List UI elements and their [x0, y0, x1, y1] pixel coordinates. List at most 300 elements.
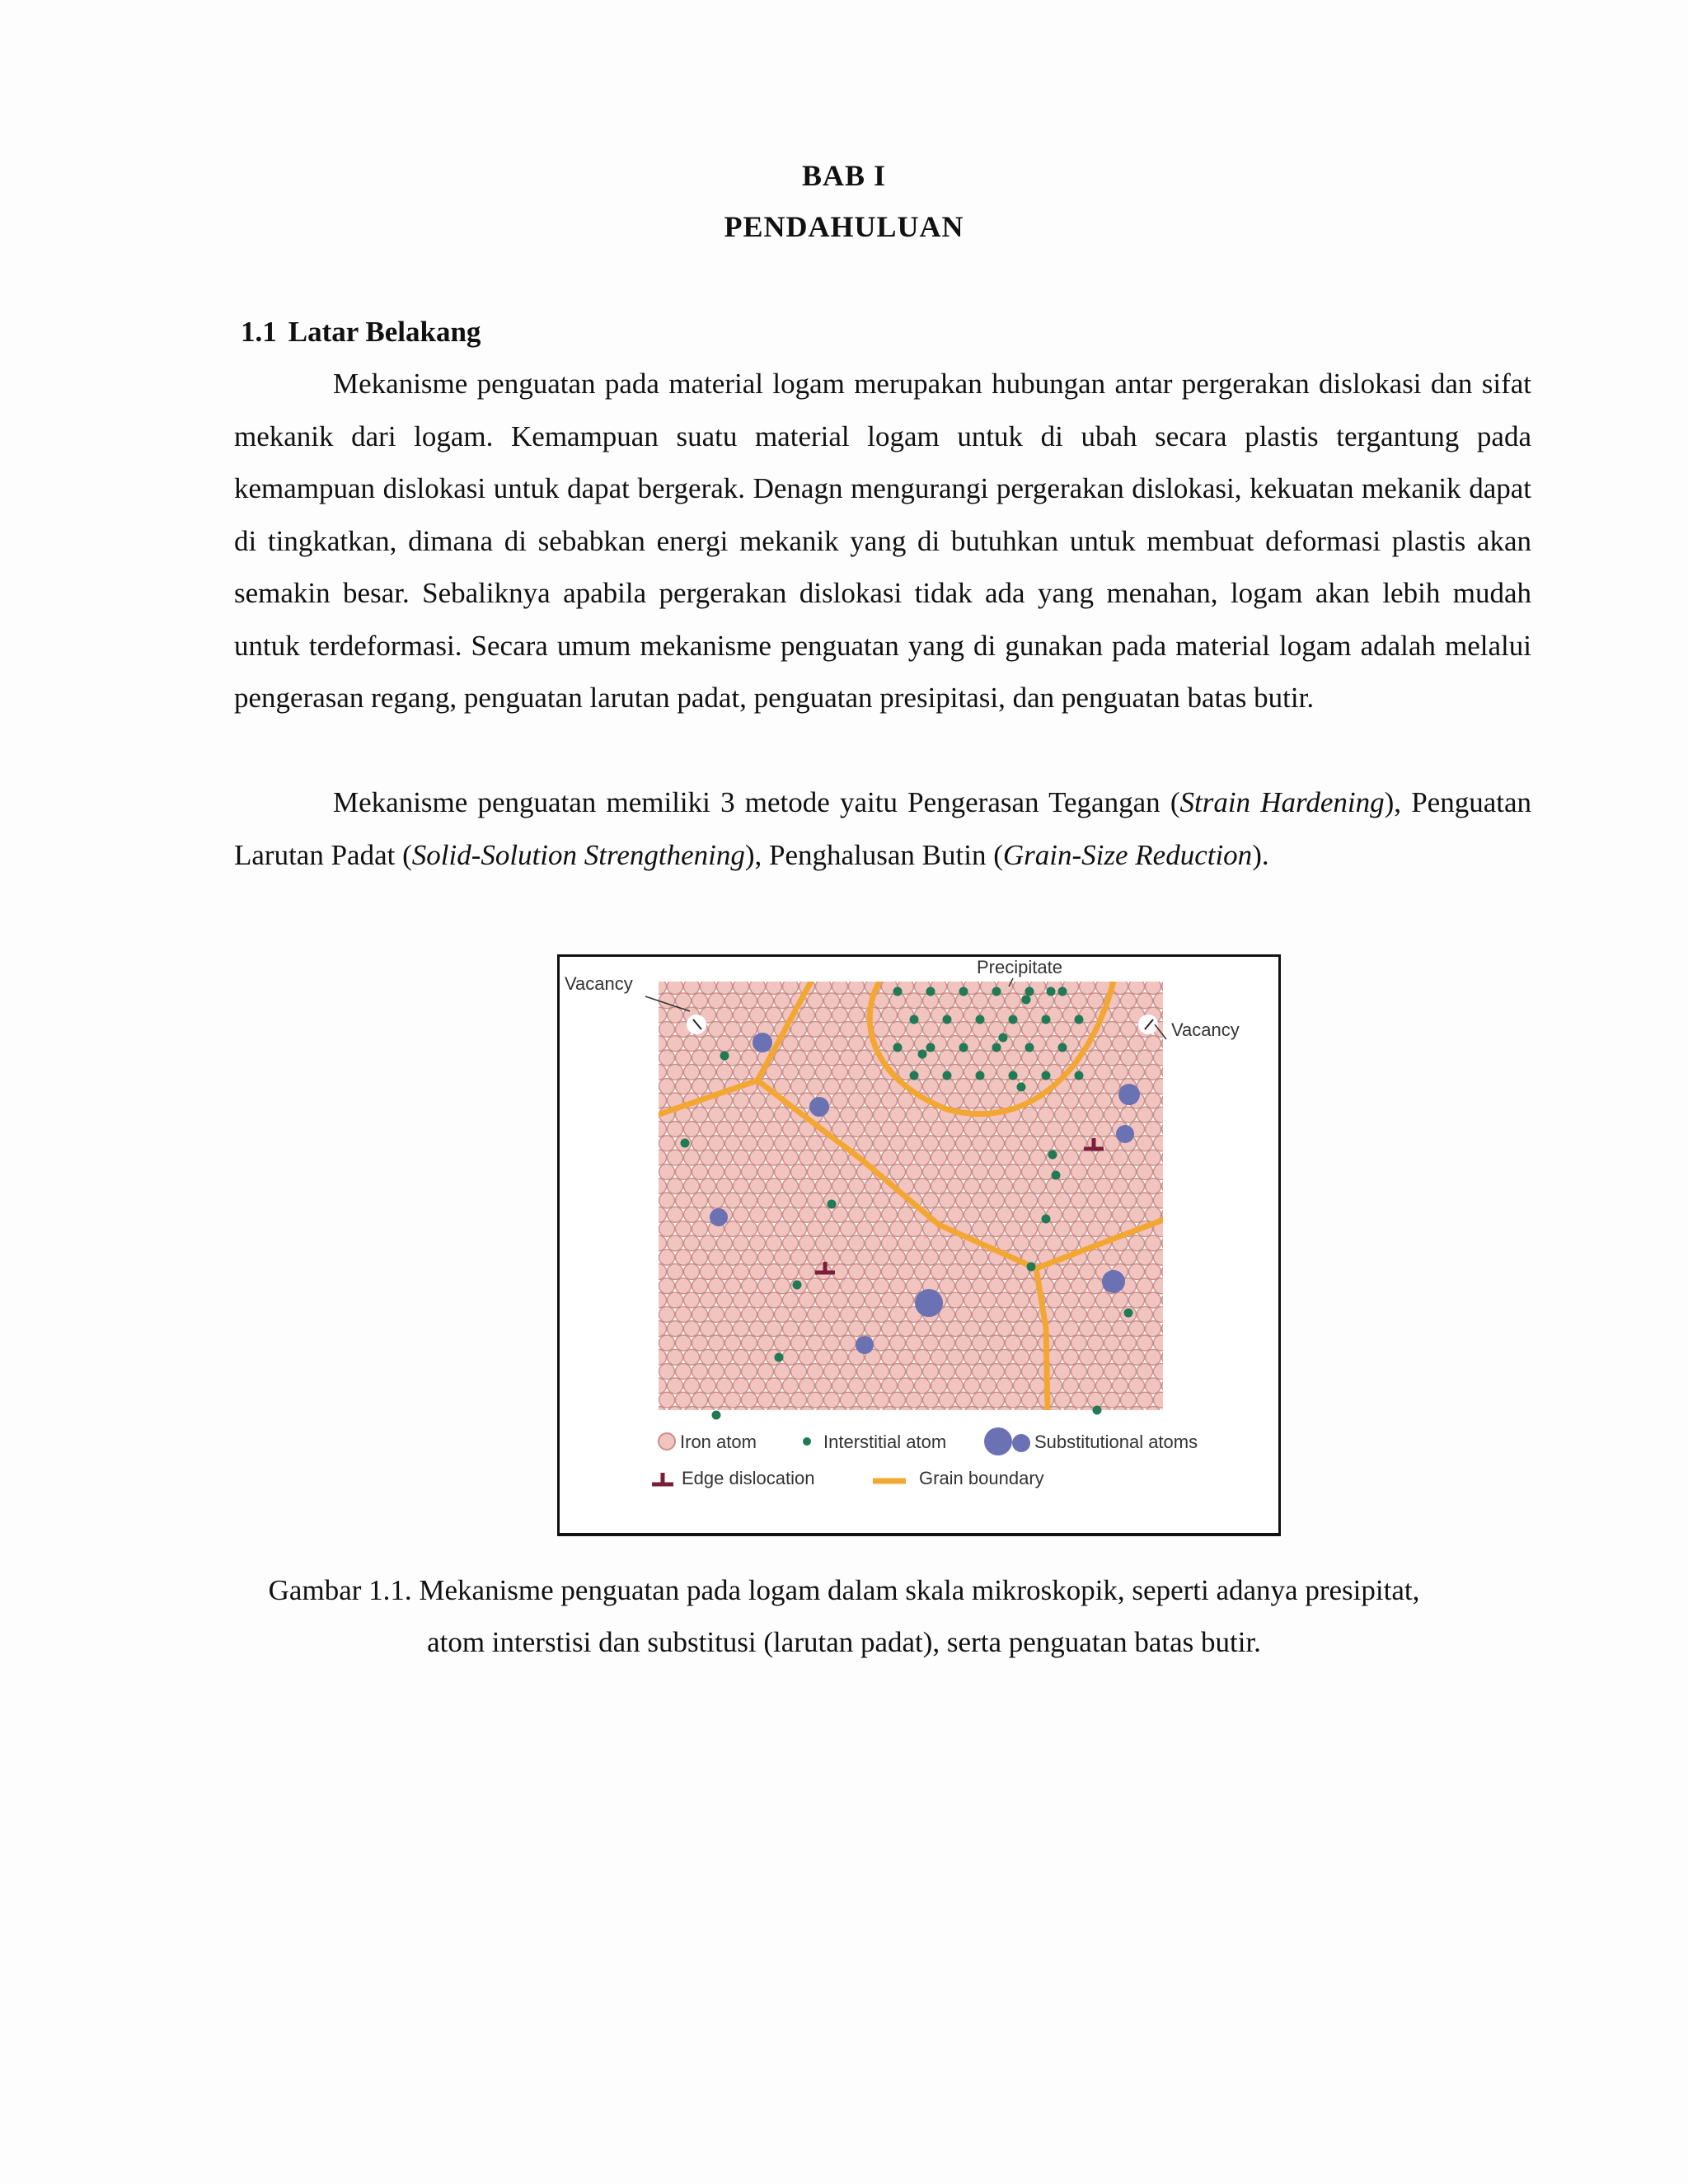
iron-atom — [1055, 1392, 1071, 1408]
iron-atom — [816, 1179, 832, 1194]
iron-atom — [1006, 1306, 1021, 1322]
iron-atom — [775, 1136, 790, 1151]
iron-atom — [956, 1306, 972, 1322]
iron-atom — [750, 1378, 766, 1394]
iron-atom — [1022, 1306, 1038, 1322]
iron-atom — [659, 1249, 675, 1265]
iron-atom — [832, 1179, 848, 1194]
iron-atom — [832, 979, 848, 995]
iron-atom — [956, 1249, 972, 1265]
iron-atom — [940, 1164, 955, 1179]
iron-atom — [684, 1292, 700, 1308]
iron-atom — [808, 1278, 823, 1294]
iron-atom — [1113, 1036, 1128, 1052]
iron-atom — [783, 1264, 799, 1280]
iron-atom — [668, 1064, 683, 1080]
iron-atom — [758, 1107, 774, 1122]
iron-atom — [799, 1349, 815, 1365]
iron-atom — [742, 1193, 757, 1208]
iron-atom — [923, 1136, 939, 1151]
interstitial-atom — [1042, 1215, 1051, 1224]
iron-atom — [1162, 1264, 1178, 1280]
iron-atom — [1096, 1122, 1112, 1137]
iron-atom — [841, 1107, 856, 1122]
iron-atom — [1063, 1179, 1079, 1194]
iron-atom — [1006, 1221, 1021, 1237]
substitutional-atom — [1118, 1084, 1140, 1105]
iron-atom — [1055, 1335, 1071, 1351]
iron-atom — [799, 1150, 815, 1165]
iron-atom — [701, 979, 716, 995]
iron-atom — [651, 979, 667, 995]
iron-atom — [1129, 1264, 1145, 1280]
iron-atom — [865, 1321, 881, 1337]
term-solid-solution: Solid-Solution Strengthening — [411, 838, 745, 871]
iron-atom — [849, 1264, 865, 1280]
iron-atom — [651, 1264, 667, 1280]
iron-atom — [734, 1321, 749, 1337]
iron-atom — [907, 1335, 922, 1351]
iron-atom — [791, 1364, 807, 1380]
iron-atom — [659, 1193, 675, 1208]
iron-atom — [1137, 1278, 1153, 1294]
iron-atom — [1080, 1407, 1095, 1422]
iron-atom — [832, 1007, 848, 1023]
iron-atom — [750, 1150, 766, 1165]
iron-atom — [684, 979, 700, 995]
iron-atom — [1071, 1079, 1087, 1094]
interstitial-atom — [1027, 1263, 1036, 1272]
iron-atom — [676, 1364, 692, 1380]
iron-atom — [989, 1050, 1005, 1066]
iron-atom — [775, 1306, 790, 1322]
iron-atom — [1080, 1122, 1095, 1137]
iron-atom — [791, 1164, 807, 1179]
iron-atom — [1071, 1164, 1087, 1179]
iron-atom — [775, 1278, 790, 1294]
iron-atom — [742, 1107, 757, 1122]
iron-atom — [923, 1107, 939, 1122]
iron-atom — [841, 1221, 856, 1237]
iron-atom — [832, 1207, 848, 1222]
iron-atom — [758, 1249, 774, 1265]
iron-atom — [841, 1193, 856, 1208]
iron-atom — [783, 1292, 799, 1308]
iron-atom — [1162, 1179, 1178, 1194]
iron-atom — [832, 1321, 848, 1337]
interstitial-atom — [1022, 996, 1031, 1005]
iron-atom — [668, 1235, 683, 1251]
chapter-label: BAB I — [801, 159, 887, 192]
iron-atom — [676, 993, 692, 1009]
paragraph-1: Mekanisme penguatan pada material logam merupakan hubungan antar pergerakan dislokasi dan sifat mekanik dari logam. Kemampuan suatu material logam untuk di ubah secara plastis tergantung pada kemampuan dislokasi untuk dapat bergerak. Denagn mengurangi pergerakan dislokasi, kekuatan mekanik dapat di tingkatkan, dimana di sebabkan energi mekanik yang di butuhkan untuk membuat deformasi plastis akan semakin besar. Sebaliknya apabila pergerakan dislokasi tidak ada yang menahan, logam akan lebih mudah untuk terdeformasi. Secara umum mekanisme penguatan yang di gunakan pada material logam adalah melalui pengerasan regang, penguatan larutan padat, penguatan presipitasi, dan penguatan batas butir. — [234, 368, 1531, 714]
iron-atom — [931, 1235, 947, 1251]
iron-atom — [1154, 1249, 1170, 1265]
iron-atom — [758, 1193, 774, 1208]
iron-atom — [1055, 1136, 1071, 1151]
iron-atom — [989, 1221, 1005, 1237]
iron-atom — [1121, 1193, 1137, 1208]
iron-atom — [816, 1207, 832, 1222]
iron-atom — [882, 1321, 898, 1337]
iron-atom — [1162, 1407, 1178, 1422]
iron-atom — [874, 1278, 889, 1294]
interstitial-atom — [1058, 987, 1067, 996]
iron-atom — [923, 1193, 939, 1208]
iron-atom — [816, 1292, 832, 1308]
iron-atom — [668, 1407, 683, 1422]
iron-atom — [791, 1392, 807, 1408]
iron-atom — [849, 1407, 865, 1422]
iron-atom — [923, 1079, 939, 1094]
iron-atom — [1096, 1321, 1112, 1337]
interstitial-atom — [793, 1281, 802, 1290]
iron-atom — [808, 1050, 823, 1066]
iron-atom — [981, 1122, 996, 1137]
figure-caption-line-1: Gambar 1.1. Mekanisme penguatan pada logam dalam skala mikroskopik, seperti adanya presipitat, — [268, 1574, 1420, 1606]
iron-atom — [964, 1378, 980, 1394]
iron-atom — [1137, 1050, 1153, 1066]
iron-atom — [1022, 1392, 1038, 1408]
iron-atom — [1063, 1235, 1079, 1251]
iron-atom — [907, 1392, 922, 1408]
iron-atom — [964, 1093, 980, 1108]
iron-atom — [725, 1335, 741, 1351]
iron-atom — [874, 1021, 889, 1037]
iron-atom — [767, 1292, 782, 1308]
iron-atom — [1129, 1349, 1145, 1365]
iron-atom — [1113, 1349, 1128, 1365]
iron-atom — [701, 1264, 716, 1280]
iron-atom — [1137, 1335, 1153, 1351]
iron-atom — [799, 1007, 815, 1023]
iron-atom — [1129, 1235, 1145, 1251]
iron-atom — [767, 1007, 782, 1023]
iron-atom — [701, 1122, 716, 1137]
legend-interstitial-icon — [803, 1437, 811, 1446]
iron-atom — [1088, 1221, 1104, 1237]
iron-atom — [940, 1249, 955, 1265]
iron-atom — [750, 1093, 766, 1108]
iron-atom — [865, 1264, 881, 1280]
iron-atom — [668, 1264, 683, 1280]
iron-atom — [651, 1007, 667, 1023]
iron-atom — [1154, 1392, 1170, 1408]
iron-atom — [701, 1378, 716, 1394]
iron-atom — [1014, 1235, 1029, 1251]
interstitial-atom — [893, 987, 903, 996]
iron-atom — [849, 1179, 865, 1194]
iron-atom — [1162, 1207, 1178, 1222]
iron-atom — [783, 1179, 799, 1194]
iron-atom — [915, 1179, 931, 1194]
iron-atom — [1006, 1193, 1021, 1208]
iron-atom — [684, 1064, 700, 1080]
iron-atom — [742, 1050, 757, 1066]
iron-atom — [973, 1221, 988, 1237]
iron-atom — [758, 1164, 774, 1179]
iron-atom — [841, 1079, 856, 1094]
iron-atom — [668, 1007, 683, 1023]
iron-atom — [816, 1321, 832, 1337]
iron-atom — [775, 1392, 790, 1408]
interstitial-atom — [926, 1043, 935, 1052]
iron-atom — [890, 1221, 906, 1237]
iron-atom — [1030, 1150, 1046, 1165]
iron-atom — [709, 1164, 724, 1179]
iron-atom — [1055, 1050, 1071, 1066]
iron-atom — [742, 1392, 757, 1408]
iron-atom — [857, 1249, 873, 1265]
iron-atom — [1146, 1264, 1161, 1280]
iron-atom — [841, 1364, 856, 1380]
interstitial-atom — [775, 1353, 784, 1362]
iron-atom — [668, 1292, 683, 1308]
interstitial-atom — [976, 1015, 985, 1024]
iron-atom — [997, 1235, 1013, 1251]
iron-atom — [1030, 1235, 1046, 1251]
iron-atom — [1080, 1093, 1095, 1108]
iron-atom — [824, 1079, 840, 1094]
iron-atom — [1096, 1292, 1112, 1308]
iron-atom — [750, 1122, 766, 1137]
iron-atom — [997, 1321, 1013, 1337]
iron-atom — [981, 1292, 996, 1308]
iron-atom — [742, 1164, 757, 1179]
iron-atom — [1071, 1193, 1087, 1208]
iron-atom — [676, 1249, 692, 1265]
iron-atom — [824, 993, 840, 1009]
iron-atom — [931, 1407, 947, 1422]
iron-atom — [1146, 1179, 1161, 1194]
legend-edge-dislocation-label: Edge dislocation — [682, 1468, 815, 1488]
figure-frame — [557, 954, 1281, 1536]
iron-atom — [808, 1164, 823, 1179]
iron-atom — [816, 1007, 832, 1023]
iron-atom — [725, 1221, 741, 1237]
iron-atom — [1088, 1050, 1104, 1066]
iron-atom — [1146, 1235, 1161, 1251]
iron-atom — [874, 1392, 889, 1408]
iron-atom — [1121, 1364, 1137, 1380]
iron-atom — [931, 1378, 947, 1394]
iron-atom — [890, 1249, 906, 1265]
iron-atom — [659, 1335, 675, 1351]
iron-atom — [898, 1407, 914, 1422]
iron-atom — [1080, 1179, 1095, 1194]
iron-atom — [742, 1335, 757, 1351]
iron-atom — [1162, 1235, 1178, 1251]
iron-atom — [973, 1392, 988, 1408]
iron-atom — [775, 1164, 790, 1179]
iron-atom — [832, 1064, 848, 1080]
iron-atom — [709, 1278, 724, 1294]
iron-atom — [997, 1179, 1013, 1194]
iron-atom — [717, 1122, 733, 1137]
iron-atom — [1146, 1321, 1161, 1337]
interstitial-atom — [1124, 1309, 1133, 1318]
iron-atom — [865, 1093, 881, 1108]
iron-atom — [659, 1306, 675, 1322]
legend-substitutional-small-icon — [1012, 1434, 1030, 1452]
iron-atom — [915, 1122, 931, 1137]
iron-atom — [890, 1107, 906, 1122]
iron-atom — [1006, 1278, 1021, 1294]
iron-atom — [758, 1278, 774, 1294]
iron-atom — [783, 1122, 799, 1137]
iron-atom — [997, 1093, 1013, 1108]
iron-atom — [1014, 1292, 1029, 1308]
iron-atom — [1104, 1079, 1120, 1094]
iron-atom — [1047, 1235, 1062, 1251]
iron-atom — [808, 1249, 823, 1265]
legend-substitutional-label: Substitutional atoms — [1034, 1432, 1198, 1452]
iron-atom — [948, 1179, 964, 1194]
iron-atom — [1096, 1150, 1112, 1165]
iron-atom — [981, 1093, 996, 1108]
iron-atom — [923, 1021, 939, 1037]
iron-atom — [725, 1107, 741, 1122]
interstitial-atom — [1025, 1043, 1034, 1052]
iron-atom — [684, 1150, 700, 1165]
iron-atom — [734, 1122, 749, 1137]
iron-atom — [973, 1364, 988, 1380]
iron-atom — [725, 1306, 741, 1322]
iron-atom — [692, 993, 708, 1009]
iron-atom — [1055, 1364, 1071, 1380]
iron-atom — [717, 1378, 733, 1394]
iron-atom — [651, 1122, 667, 1137]
iron-atom — [940, 1193, 955, 1208]
iron-atom — [907, 1364, 922, 1380]
iron-atom — [651, 1378, 667, 1394]
iron-atom — [758, 1392, 774, 1408]
iron-atom — [931, 1349, 947, 1365]
iron-atom — [1129, 1064, 1145, 1080]
iron-atom — [659, 1364, 675, 1380]
iron-atom — [1137, 1392, 1153, 1408]
iron-atom — [799, 1036, 815, 1052]
iron-atom — [1047, 1292, 1062, 1308]
iron-atom — [750, 1264, 766, 1280]
iron-atom — [832, 1349, 848, 1365]
iron-atom — [1080, 1292, 1095, 1308]
iron-atom — [989, 1306, 1005, 1322]
iron-atom — [692, 1136, 708, 1151]
iron-atom — [1088, 1278, 1104, 1294]
iron-atom — [824, 1278, 840, 1294]
iron-atom — [832, 1235, 848, 1251]
iron-atom — [1088, 1079, 1104, 1094]
iron-atom — [890, 1335, 906, 1351]
iron-atom — [898, 1292, 914, 1308]
iron-atom — [882, 1150, 898, 1165]
iron-atom — [734, 1179, 749, 1194]
iron-atom — [1146, 1036, 1161, 1052]
substitutional-atom — [753, 1033, 772, 1052]
iron-atom — [1096, 1179, 1112, 1194]
iron-atom — [973, 993, 988, 1009]
iron-atom — [915, 1150, 931, 1165]
iron-atom — [849, 1007, 865, 1023]
iron-atom — [1113, 1207, 1128, 1222]
iron-atom — [1104, 1335, 1120, 1351]
iron-atom — [997, 1349, 1013, 1365]
iron-atom — [767, 1378, 782, 1394]
iron-atom — [874, 1335, 889, 1351]
iron-atom — [758, 993, 774, 1009]
iron-atom — [734, 1207, 749, 1222]
iron-atom — [874, 1193, 889, 1208]
iron-atom — [1022, 1193, 1038, 1208]
iron-atom — [973, 1335, 988, 1351]
iron-atom — [1071, 1107, 1087, 1122]
iron-atom — [808, 1079, 823, 1094]
iron-atom — [857, 1079, 873, 1094]
iron-atom — [898, 1122, 914, 1137]
iron-atom — [659, 1079, 675, 1094]
iron-atom — [668, 979, 683, 995]
iron-atom — [923, 1249, 939, 1265]
iron-atom — [1129, 1036, 1145, 1052]
section-title: Latar Belakang — [288, 316, 481, 348]
iron-atom — [799, 1292, 815, 1308]
iron-atom — [659, 1136, 675, 1151]
iron-atom — [1137, 1249, 1153, 1265]
iron-atom — [1146, 1093, 1161, 1108]
iron-atom — [981, 1378, 996, 1394]
iron-atom — [1104, 1050, 1120, 1066]
iron-atom — [931, 1179, 947, 1194]
iron-atom — [816, 1378, 832, 1394]
iron-atom — [956, 1136, 972, 1151]
iron-atom — [989, 1164, 1005, 1179]
iron-atom — [783, 1321, 799, 1337]
iron-atom — [915, 1407, 931, 1422]
iron-atom — [1146, 1064, 1161, 1080]
iron-atom — [791, 1021, 807, 1037]
iron-atom — [651, 1321, 667, 1337]
iron-atom — [1104, 1107, 1120, 1122]
iron-atom — [1055, 1306, 1071, 1322]
iron-atom — [692, 1306, 708, 1322]
iron-atom — [865, 1064, 881, 1080]
iron-atom — [1071, 1392, 1087, 1408]
iron-atom — [948, 1321, 964, 1337]
iron-atom — [742, 1364, 757, 1380]
iron-atom — [898, 1235, 914, 1251]
iron-atom — [1088, 1107, 1104, 1122]
iron-atom — [956, 1164, 972, 1179]
iron-atom — [701, 1064, 716, 1080]
iron-atom — [857, 1107, 873, 1122]
interstitial-atom — [720, 1052, 729, 1061]
iron-atom — [849, 1378, 865, 1394]
iron-atom — [824, 1392, 840, 1408]
iron-atom — [824, 1335, 840, 1351]
iron-atom — [849, 1064, 865, 1080]
iron-atom — [1096, 1093, 1112, 1108]
interstitial-atom — [1025, 987, 1034, 996]
iron-atom — [824, 1306, 840, 1322]
iron-atom — [767, 1264, 782, 1280]
figure-caption-line-2: atom interstisi dan substitusi (larutan padat), serta penguatan batas butir. — [427, 1626, 1261, 1658]
iron-atom — [1047, 1179, 1062, 1194]
iron-atom — [775, 1107, 790, 1122]
iron-atom — [775, 1050, 790, 1066]
iron-atom — [767, 1207, 782, 1222]
iron-atom — [717, 1235, 733, 1251]
